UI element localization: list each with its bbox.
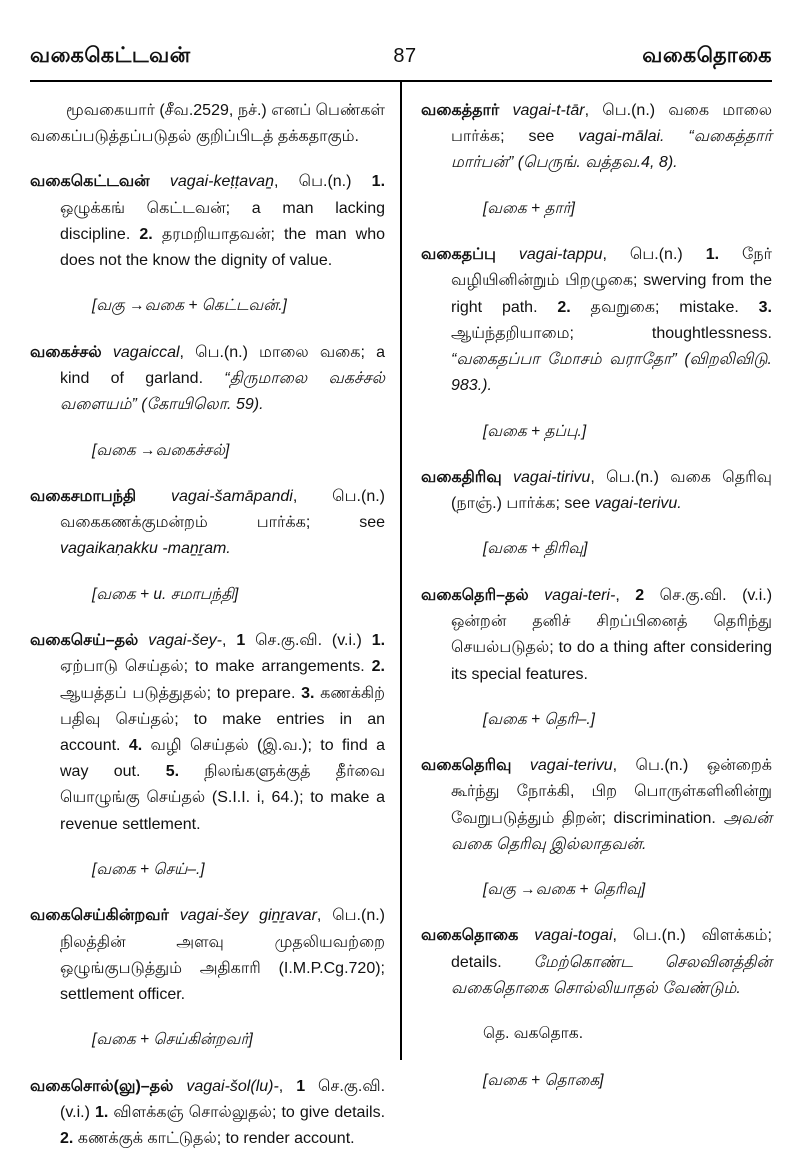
continuation-paragraph: மூவகையார் (சீவ.2529, நச்.) எனப் பெண்கள் வகைப்படுத்தப்படுதல் குறிப்பிடத் தக்கதாகும். [30,102,385,146]
left-column [30,98,401,1171]
running-head-right-guideword: வகைதொகை [642,44,772,67]
etymology-line: [வகை + திரிவு] [483,540,588,558]
etymology-line: [வகை + செய்–.] [92,860,205,878]
text-columns [30,82,772,1171]
etymology-line: [வகை + செய்கின்றவர்] [92,1031,253,1049]
dictionary-entry: வகைச்சல் vagaiccal, பெ.(n.) மாலை வகை; a kind of garland. “திருமாலை வகச்சல் வளையம்” (கோயிலொ. 59). [30,343,385,414]
dictionary-entry: வகைதெரிவு vagai-terivu, பெ.(n.) ஒன்றைக் கூர்ந்து நோக்கி, பிற பொருள்களினின்று வேறுபடுத்தும் திறன்; discrimination. அவன் வகை தெரிவு இல்லாதவன். [421,757,773,853]
column-divider-rule [400,82,402,1060]
dictionary-entry: வகைதொகை vagai-togai, பெ.(n.) விளக்கம்; details. மேற்கொண்ட செலவினத்தின் வகைதொகை சொல்லியாதல் வேண்டும். [421,927,772,997]
dictionary-entry: வகைதிரிவு vagai-tirivu, பெ.(n.) வகை தெரிவு (நாஞ்.) பார்க்க; see vagai-terivu. [421,468,772,513]
cognate-note: தெ. வகதொக. [483,1025,584,1043]
dictionary-entry: வகைதெரி–தல் vagai-teri-, 2 செ.கு.வி. (v.i.) ஒன்றன் தனிச் சிறப்பினைத் தெரிந்து செயல்படுதல்; to do a thing after considering its special features. [421,586,773,683]
dictionary-entry: வகைசொல்(லு)–தல் vagai-šol(lu)-, 1 செ.கு.வி.(v.i.) 1. விளக்கஞ் சொல்லுதல்; to give details. 2. கணக்குக் காட்டுதல்; to render account. [30,1077,386,1148]
etymology-line: [வகை + தப்பு.] [483,422,587,440]
dictionary-entry: வகைசெய்–தல் vagai-šey-, 1 செ.கு.வி. (v.i.) 1. ஏற்பாடு செய்தல்; to make arrangements. 2. ஆயத்தப் படுத்துதல்; to prepare. 3. கணக்கிற் பதிவு செய்தல்; to make entries in an account. 4. வழி செய்தல் (இ.வ.); to find a way out. 5. நிலங்களுக்குத் தீர்வை யொழுங்கு செய்தல் (S.I.I. i, 64.); to make a revenue settlement. [30,632,386,833]
dictionary-entry: வகைத்தார் vagai-t-tār, பெ.(n.) வகை மாலை பார்க்க; see vagai-mālai. “வகைத்தார் மார்பன்” (பெருங். வத்தவ.4, 8). [421,102,772,172]
dictionary-entry: வகைசமாபந்தி vagai-šamāpandi, பெ.(n.) வகைகணக்குமன்றம் பார்க்க; see vagaikaṇakku -maṉṟam. [30,487,385,558]
etymology-line: [வகு →வகை + கெட்டவன்.] [92,297,287,315]
running-head [30,44,772,70]
etymology-line: [வகை + தார்] [483,199,575,217]
dictionary-entry: வகைகெட்டவன் vagai-keṭṭavaṉ, பெ.(n.) 1. ஒழுக்கங் கெட்டவன்; a man lacking discipline. 2. தரமறியாதவன்; the man who does not the know the dignity of value. [30,173,386,270]
running-head-left-guideword: வகைகெட்டவன் [30,44,191,67]
etymology-line: [வகை + தெரி–.] [483,710,595,728]
dictionary-entry: வகைதப்பு vagai-tappu, பெ.(n.) 1. நேர் வழியினின்றும் பிறழுகை; swerving from the right path. 2. தவறுகை; mistake. 3. ஆய்ந்தறியாமை; thoughtlessness. “வகைதப்பா மோசம் வராதோ” (விறலிவிடு. 983.). [421,246,772,395]
etymology-line: [வகை + u. சமாபந்தி] [92,585,239,603]
right-column [401,98,772,1171]
page-number: 87 [393,45,417,67]
dictionary-entry: வகைசெய்கின்றவர் vagai-šey giṉṟavar, பெ.(n.) நிலத்தின் அளவு முதலியவற்றை ஒழுங்குபடுத்தும் அதிகாரி (I.M.P.Cg.720); settlement officer. [30,907,386,1004]
etymology-line: [வகு →வகை + தெரிவு] [483,881,646,899]
etymology-line: [வகை →வகைச்சல்] [92,441,230,459]
etymology-line: [வகை + தொகை] [483,1071,604,1089]
